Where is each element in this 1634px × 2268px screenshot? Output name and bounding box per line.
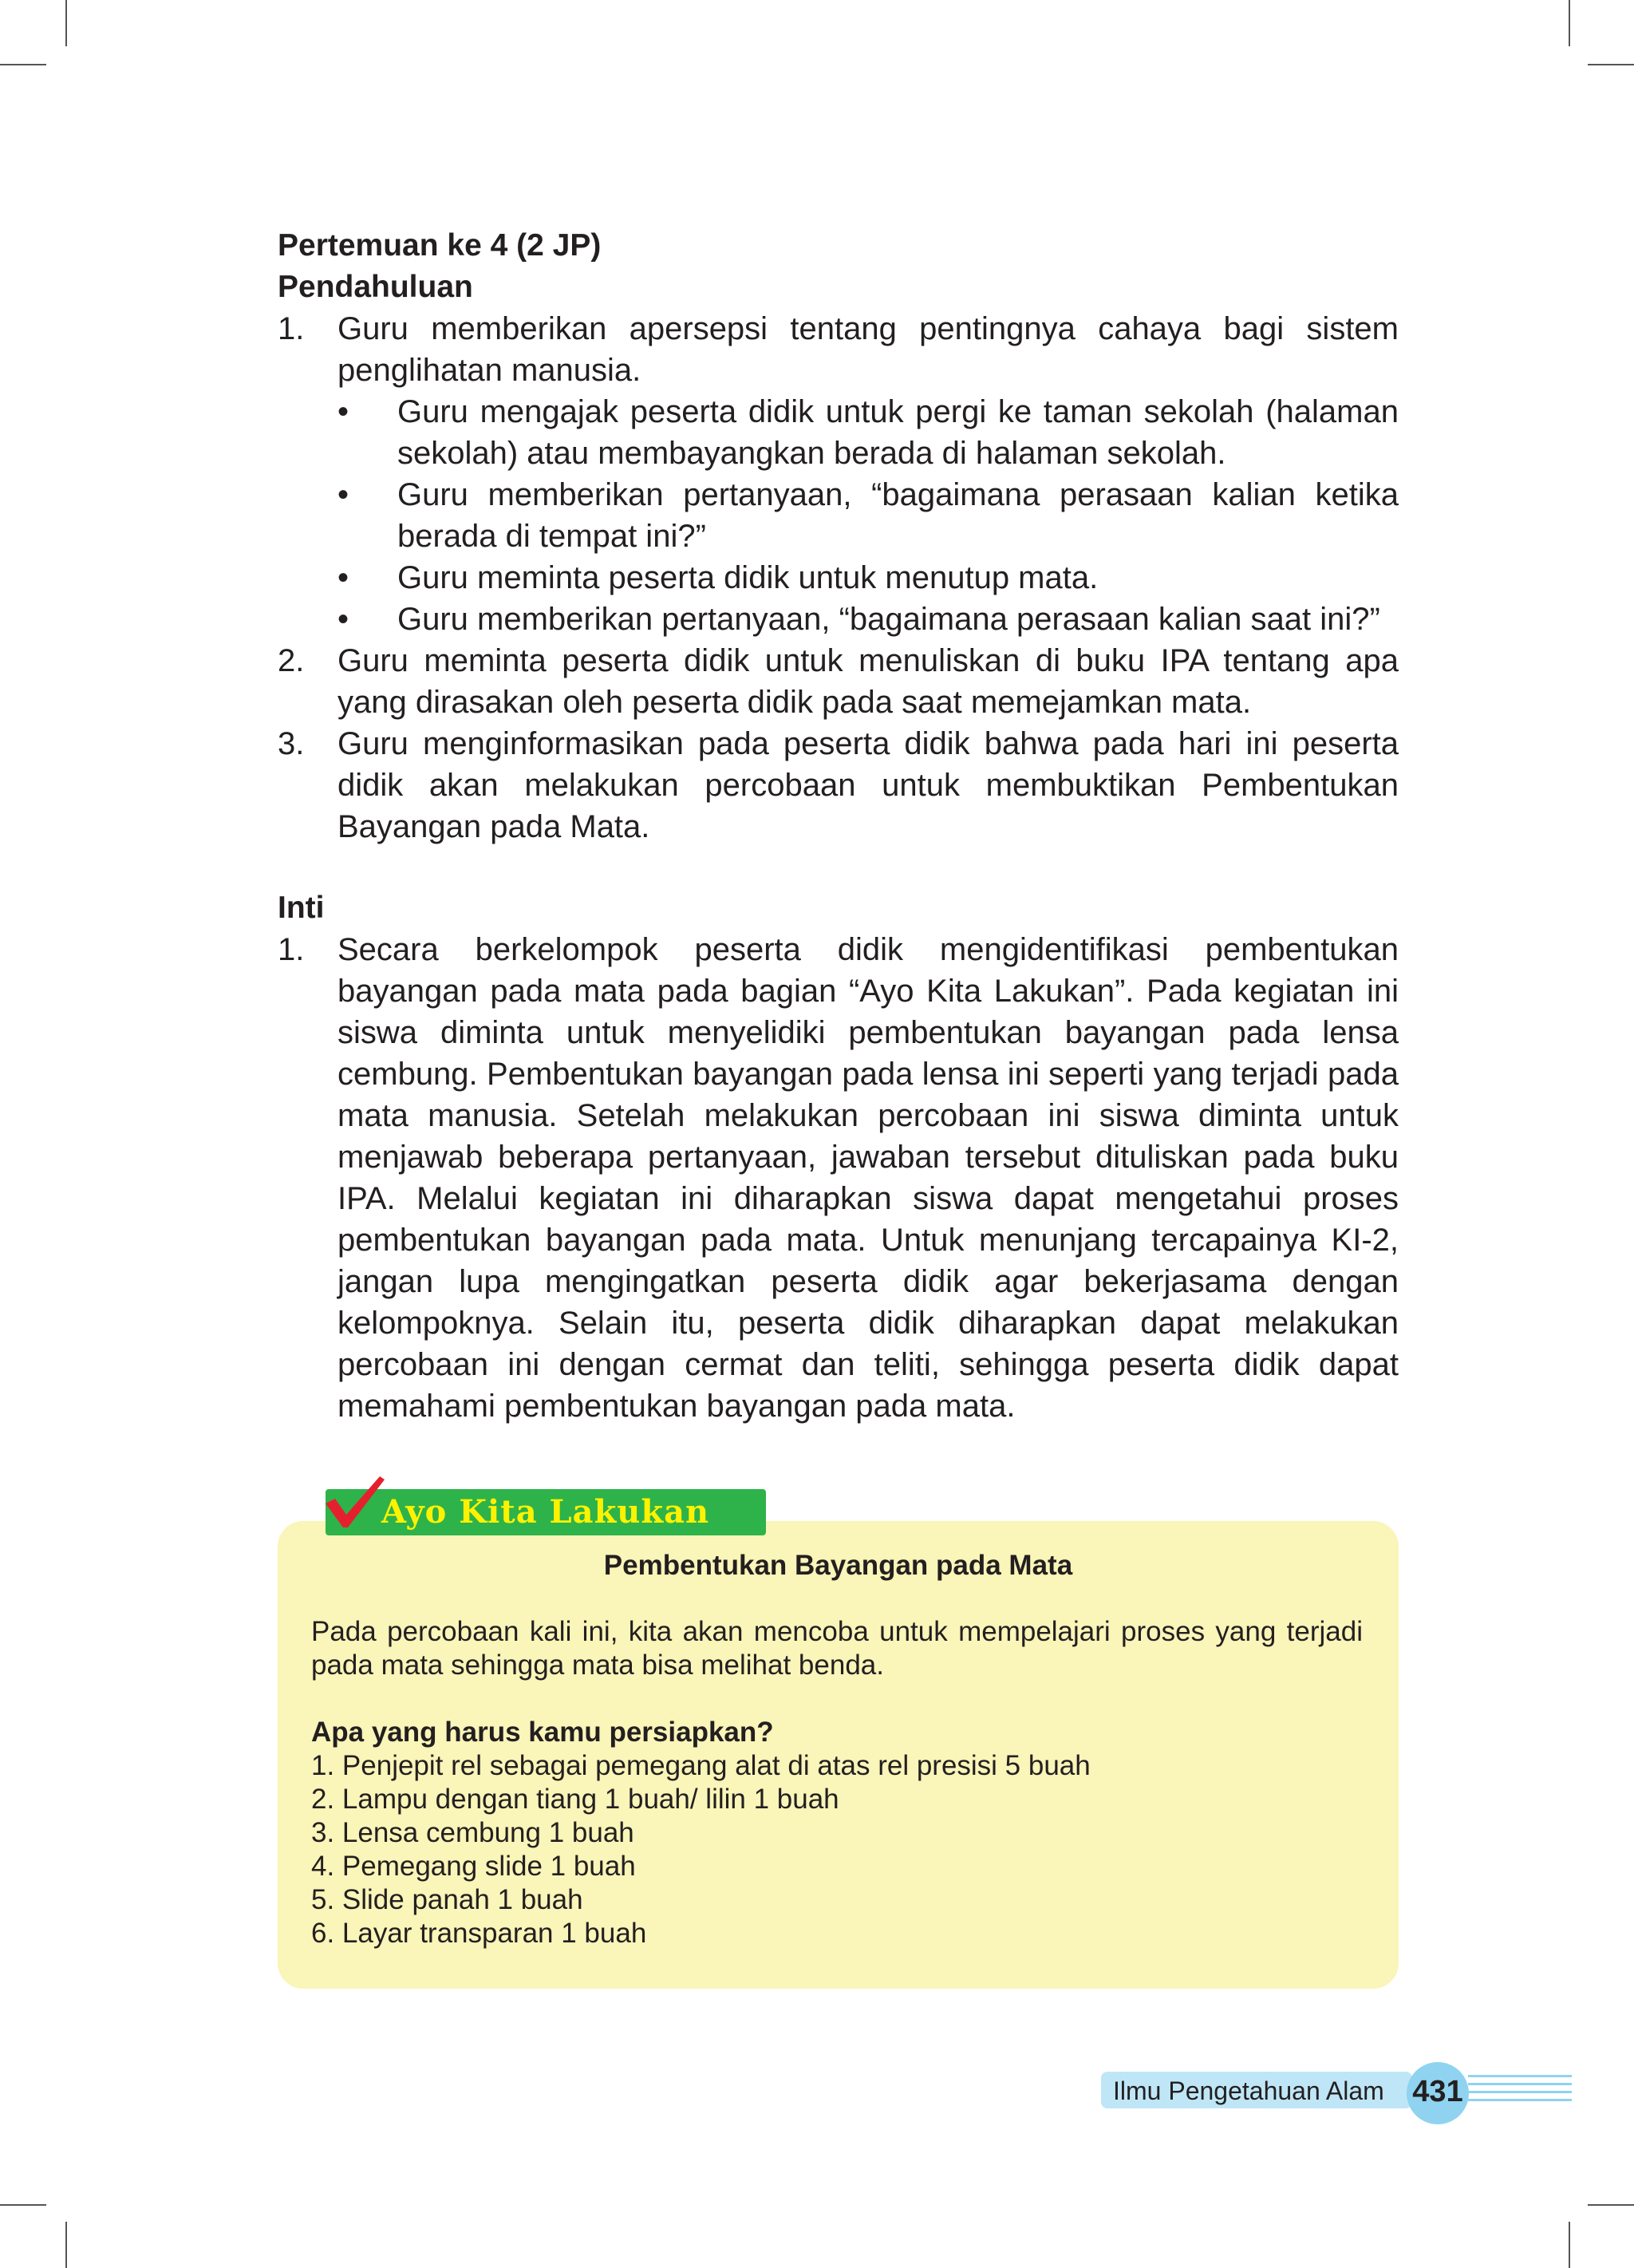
- activity-body: [311, 1615, 1363, 1950]
- bullet-item: [278, 557, 1399, 599]
- material-item: 6. Layar transparan 1 buah: [311, 1918, 647, 1949]
- list-text: Guru memberikan apersepsi tentang pentingnya cahaya bagi sistem penglihatan manusia.: [337, 311, 1399, 388]
- bullet-item: [278, 599, 1399, 640]
- page-number: 431: [1412, 2075, 1463, 2108]
- material-item: 4. Pemegang slide 1 buah: [311, 1851, 636, 1882]
- list-text: Guru meminta peserta didik untuk menuliskan di buku IPA tentang apa yang dirasakan oleh peserta didik pada saat memejamkan mata.: [337, 643, 1399, 720]
- bullet-text: Guru memberikan pertanyaan, “bagaimana perasaan kalian ketika berada di tempat ini?”: [397, 477, 1399, 554]
- crop-mark: [65, 2222, 67, 2268]
- list-number: 1.: [278, 311, 305, 346]
- list-item: [278, 723, 1399, 848]
- bullet-icon: •: [337, 394, 349, 429]
- list-number: 1.: [278, 932, 305, 967]
- crop-mark: [65, 0, 67, 46]
- crop-mark: [1569, 2222, 1570, 2268]
- checkmark-icon: [322, 1475, 386, 1531]
- section-heading-pendahuluan: Pendahuluan: [278, 270, 473, 304]
- footer-rule: [1468, 2091, 1572, 2093]
- activity-subheading: Apa yang harus kamu persiapkan?: [311, 1717, 774, 1748]
- activity-tag-label: Ayo Kita Lakukan: [381, 1493, 710, 1531]
- crop-mark: [0, 2204, 46, 2206]
- material-item: 3. Lensa cembung 1 buah: [311, 1817, 634, 1848]
- crop-mark: [0, 64, 46, 65]
- list-item: [278, 640, 1399, 723]
- footer-rule: [1468, 2099, 1572, 2101]
- bullet-item: [278, 474, 1399, 557]
- activity-title: Pembentukan Bayangan pada Mata: [603, 1550, 1073, 1581]
- section-heading-inti: Inti: [278, 891, 325, 925]
- activity-intro: Pada percobaan kali ini, kita akan mencoba untuk mempelajari proses yang terjadi pada mata sehingga mata bisa melihat benda.: [311, 1616, 1363, 1681]
- crop-mark: [1569, 0, 1570, 46]
- bullet-text: Guru memberikan pertanyaan, “bagaimana perasaan kalian saat ini?”: [397, 602, 1380, 637]
- list-text: Secara berkelompok peserta didik mengidentifikasi pembentukan bayangan pada mata pada bagian “Ayo Kita Lakukan”. Pada kegiatan ini siswa diminta untuk menyelidiki pembentukan bayangan pada lensa cembung. Pembentukan bayangan pada lensa ini seperti yang terjadi pada mata manusia. Setelah melakukan percobaan ini siswa diminta untuk menjawab beberapa pertanyaan, jawaban tersebut dituliskan pada buku IPA. Melalui kegiatan ini diharapkan siswa dapat mengetahui proses pembentukan bayangan pada mata. Untuk menunjang tercapainya KI-2, jangan lupa mengingatkan peserta didik agar bekerjasama dengan kelompoknya. Selain itu, peserta didik diharapkan dapat melakukan percobaan ini dengan cermat dan teliti, sehingga peserta didik dapat memahami pembentukan bayangan pada mata.: [337, 932, 1399, 1424]
- material-item: 2. Lampu dengan tiang 1 buah/ lilin 1 buah: [311, 1784, 839, 1815]
- list-item: [278, 308, 1399, 391]
- material-item: 5. Slide panah 1 buah: [311, 1884, 583, 1915]
- list-number: 2.: [278, 643, 305, 678]
- main-content: [278, 225, 1399, 1427]
- bullet-list: [278, 391, 1399, 640]
- crop-mark: [1588, 2204, 1634, 2206]
- bullet-text: Guru mengajak peserta didik untuk pergi ke taman sekolah (halaman sekolah) atau membayangkan berada di halaman sekolah.: [397, 394, 1399, 471]
- bullet-text: Guru meminta peserta didik untuk menutup mata.: [397, 560, 1099, 595]
- bullet-icon: •: [337, 602, 349, 637]
- list-item: [278, 929, 1399, 1427]
- bullet-item: [278, 391, 1399, 474]
- material-item: 1. Penjepit rel sebagai pemegang alat di atas rel presisi 5 buah: [311, 1750, 1091, 1781]
- footer-rule: [1468, 2083, 1572, 2085]
- bullet-icon: •: [337, 560, 349, 595]
- footer-subject-label: Ilmu Pengetahuan Alam: [1113, 2076, 1384, 2105]
- crop-mark: [1588, 64, 1634, 65]
- list-number: 3.: [278, 726, 305, 761]
- bullet-icon: •: [337, 477, 349, 512]
- list-text: Guru menginformasikan pada peserta didik bahwa pada hari ini peserta didik akan melakukan percobaan untuk membuktikan Pembentukan Bayangan pada Mata.: [337, 726, 1399, 844]
- footer-rule: [1468, 2075, 1572, 2077]
- meeting-heading: Pertemuan ke 4 (2 JP): [278, 228, 602, 263]
